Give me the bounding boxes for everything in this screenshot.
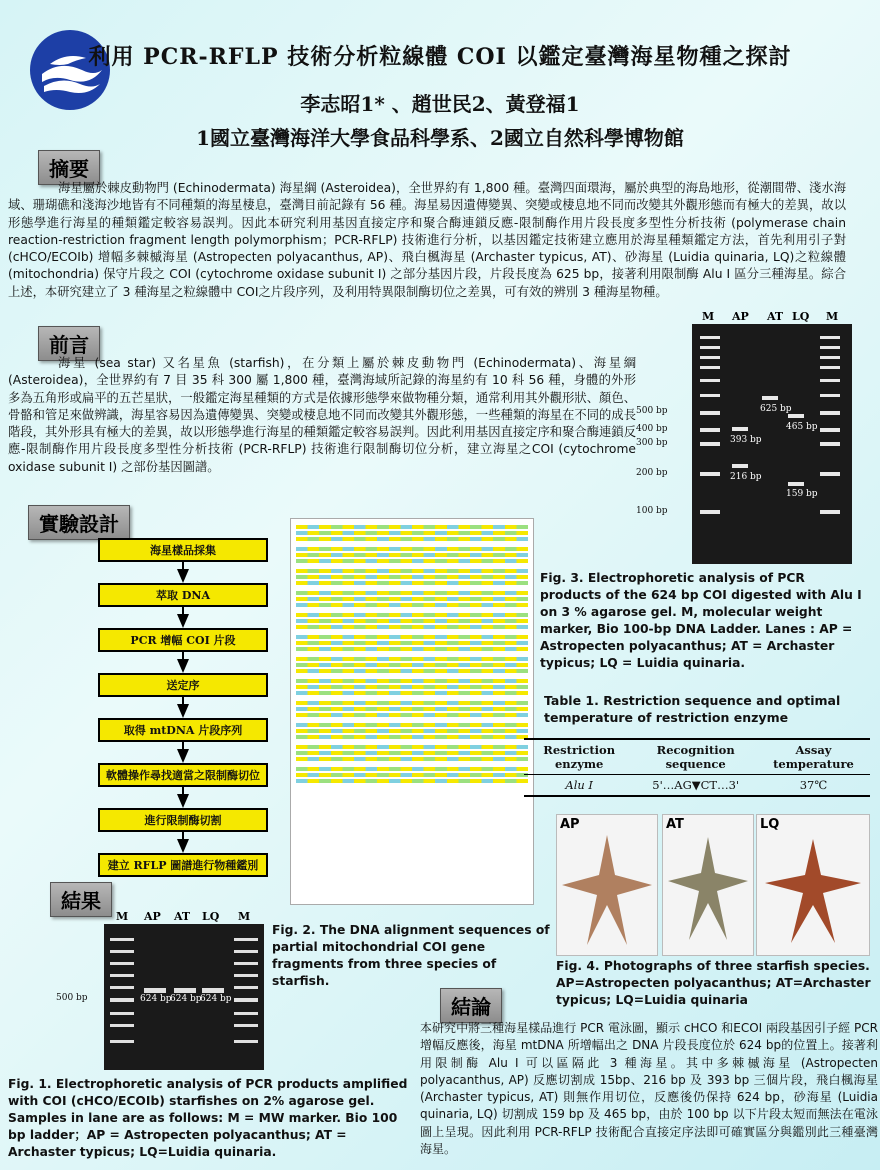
flow-arrow xyxy=(177,614,189,628)
flow-arrow-stem xyxy=(182,562,184,569)
alignment-row xyxy=(296,547,528,551)
alignment-row xyxy=(296,751,528,755)
abstract-heading: 摘要 xyxy=(38,150,100,185)
flow-arrow-stem xyxy=(182,607,184,614)
photo-at-label: AT xyxy=(666,817,684,832)
poster-title: 利用 PCR-RFLP 技術分析粒線體 COI 以鑑定臺灣海星物種之探討 xyxy=(88,44,792,70)
alignment-row xyxy=(296,773,528,777)
flow-arrow xyxy=(177,794,189,808)
alignment-block xyxy=(291,657,533,673)
alignment-row xyxy=(296,701,528,705)
flow-arrow-stem xyxy=(182,787,184,794)
alignment-row xyxy=(296,597,528,601)
fig3-marker-200: 200 bp xyxy=(636,468,668,478)
alignment-row xyxy=(296,691,528,695)
flow-step: 送定序 xyxy=(98,673,268,697)
flow-arrow-stem xyxy=(182,742,184,749)
photo-ap xyxy=(556,814,658,956)
fig1-caption: Fig. 1. Electrophoretic analysis of PCR products amplified with COI (cHCO/ECOIb) starfishes on 2% agarose gel. Samples in lane are as follows: M = MW marker. Bio 100 bp ladder；AP = Astropecten polyacanthus; AT = Archaster typicus; LQ=Luidia quinaria. xyxy=(8,1077,408,1159)
affiliations: 1國立臺灣海洋大學食品科學系、2國立自然科學博物館 xyxy=(196,126,684,150)
alignment-row xyxy=(296,553,528,557)
flow-step: 建立 RFLP 圖譜進行物種鑑別 xyxy=(98,853,268,877)
fig4-caption: Fig. 4. Photographs of three starfish species. AP=Astropecten polyacanthus; AT=Archaster typicus; LQ=Luidia quinaria xyxy=(556,959,871,1007)
flow-arrow-stem xyxy=(182,652,184,659)
alignment-row xyxy=(296,625,528,629)
alignment-block xyxy=(291,723,533,739)
alignment-row xyxy=(296,723,528,727)
flow-arrow xyxy=(177,704,189,718)
alignment-block xyxy=(291,591,533,607)
fig1-band-ap: 624 bp xyxy=(140,994,172,1004)
abstract-text: 海星屬於棘皮動物門 (Echinodermata) 海星綱 (Asteroidea)，全世界約有 1,800 種。臺灣四面環海，屬於典型的海島地形，從潮間帶、淺水海域、珊瑚礁和淺海沙地皆有不同種類的海星棲息，臺灣目前記錄有 56 種。海星易因遺傳變異、突變或棲息地不同而改變其外觀形態而有極大的差異，故以形態學進行海星的種類鑑定較容易誤判。因此本研究利用基因直接定序和聚合酶連鎖反應-限制酶作用片段長度多型性分析技術 (polymerase chain reaction-restriction fragment length polymorphism；PCR-RFLP) 技術進行分析，以基因鑑定技術建立應用於海星種類鑑定方法，首先利用引子對 (cHCO/ECOIb) 增幅多棘槭海星 (Astropecten polyacanthus, AP)、飛白楓海星 (Archaster typicus, AT)、砂海星 (Luidia quinaria, LQ)之粒線體 (mitochondria) 保守片段之 COI (cytochrome oxidase subunit I) 之部分基因片段，片段長度為 625 bp，接著利用限制酶 Alu I 區分三種海星。綜合上述，本研究建立了 3 種海星之粒線體中 COI之片段序列，及利用特異限制酶切位之差異，可有效的辨別 3 種海星物種。 xyxy=(8,181,846,299)
fig3-band-159: 159 bp xyxy=(786,489,818,499)
table1-header-sequence: Recognition sequence xyxy=(656,743,735,771)
table1 xyxy=(524,738,870,797)
fig1-gel-image xyxy=(104,924,264,1070)
flow-arrow xyxy=(177,569,189,583)
table1-header-enzyme: Restriction enzyme xyxy=(543,743,616,771)
table1-temp: 37℃ xyxy=(799,778,828,792)
conclusion-heading: 結論 xyxy=(440,988,502,1023)
alignment-row xyxy=(296,613,528,617)
flow-step: 海星樣品採集 xyxy=(98,538,268,562)
methods-heading: 實驗設計 xyxy=(28,505,130,540)
fig1-band-lq: 624 bp xyxy=(200,994,232,1004)
fig1-lane-ap: AP xyxy=(144,910,161,923)
alignment-row xyxy=(296,679,528,683)
alignment-row xyxy=(296,685,528,689)
intro-text: 海星 (sea star) 又名星魚 (starfish)，在分類上屬於棘皮動物門 (Echinodermata)、海星綱 (Asteroidea)，全世界約有 7 目 35 科 300 屬 1,800 種，臺灣海域所記錄的海星約有 10 科 56 種，身體的外形多為五角形或扁平的五芒星狀，一般鑑定海星種類的方式是依據形態學來做物種分類，通常利用其外觀形狀、顏色、骨骼和管足來做辨識，海星容易因為遺傳變異、突變或棲息地不同而改變其外觀形態，一些種類的海星在不同的成長階段，其外形具有極大的差異，故以形態學進行海星的種類鑑定較容易誤判。因此利用基因直接定序和聚合酶連鎖反應-限制酶作用片段長度多型性分析技術 (PCR-RFLP) 技術進行限制酶切位分析，建立海星之COI (cytochrome oxidase subunit I) 之部份基因圖譜。 xyxy=(8,356,636,474)
fig2-caption: Fig. 2. The DNA alignment sequences of partial mitochondrial COI gene fragments from three species of starfish. xyxy=(272,923,550,988)
fig3-lane-m1: M xyxy=(702,310,715,323)
alignment-row xyxy=(296,641,528,645)
photo-lq-label: LQ xyxy=(760,817,780,832)
alignment-row xyxy=(296,537,528,541)
alignment-block xyxy=(291,745,533,761)
alignment-row xyxy=(296,525,528,529)
fig1-marker-label: 500 bp xyxy=(56,993,88,1003)
flow-step: PCR 增幅 COI 片段 xyxy=(98,628,268,652)
alignment-block xyxy=(291,635,533,651)
fig1-lane-m1: M xyxy=(116,910,129,923)
table1-sequence: 5'…AG▼CT…3' xyxy=(652,778,740,792)
alignment-row xyxy=(296,707,528,711)
alignment-block xyxy=(291,547,533,563)
alignment-row xyxy=(296,575,528,579)
flow-arrow xyxy=(177,749,189,763)
alignment-row xyxy=(296,745,528,749)
table1-header-temp: Assay temperature xyxy=(773,743,854,771)
flow-arrow xyxy=(177,839,189,853)
alignment-row xyxy=(296,531,528,535)
alignment-block xyxy=(291,525,533,541)
flow-arrow-stem xyxy=(182,697,184,704)
fig3-band-465: 465 bp xyxy=(786,422,818,432)
alignment-row xyxy=(296,657,528,661)
alignment-row xyxy=(296,647,528,651)
alignment-row xyxy=(296,669,528,673)
flow-arrow-stem xyxy=(182,832,184,839)
alignment-row xyxy=(296,729,528,733)
fig3-marker-400: 400 bp xyxy=(636,424,668,434)
alignment-row xyxy=(296,569,528,573)
fig1-lane-at: AT xyxy=(174,910,191,923)
fig3-lane-ap: AP xyxy=(732,310,749,323)
table1-enzyme: Alu I xyxy=(565,778,593,792)
methods-flowchart xyxy=(98,538,268,877)
flow-step: 進行限制酶切割 xyxy=(98,808,268,832)
conclusion-text: 本研究中將三種海星樣品進行 PCR 電泳圖，顯示 cHCO 和ECOI 兩段基因引子經 PCR 增幅反應後，海星 mtDNA 所增幅出之 DNA 片段長度位於 624 bp的位置上。接著利用限制酶 Alu I 可以區隔此 3 種海星。其中多棘槭海星 (Astropecten polyacanthus, AP) 反應切割成 15bp、216 bp 及 393 bp 三個片段，飛白楓海星 (Archaster typicus, AT) 則無作用切位，反應後仍保持 624 bp，砂海星 (Luidia quinaria, LQ) 切割成 159 bp 及 465 bp，由於 100 bp 以下片段太短而無法在電泳圖上呈現。因此利用 PCR-RFLP 技術配合直接定序法即可確實區分與鑑別此三種臺灣海星。 xyxy=(420,1021,878,1157)
flow-step: 取得 mtDNA 片段序列 xyxy=(98,718,268,742)
results-heading: 結果 xyxy=(50,882,112,917)
alignment-block xyxy=(291,679,533,695)
flow-arrow xyxy=(177,659,189,673)
alignment-row xyxy=(296,779,528,783)
intro-heading: 前言 xyxy=(38,326,100,361)
fig1-lane-lq: LQ xyxy=(202,910,220,923)
fig3-gel-image xyxy=(692,324,852,564)
fig3-marker-100: 100 bp xyxy=(636,506,668,516)
alignment-row xyxy=(296,713,528,717)
alignment-row xyxy=(296,591,528,595)
alignment-row xyxy=(296,619,528,623)
fig1-lane-m2: M xyxy=(238,910,251,923)
flow-step: 軟體操作尋找適當之限制酶切位 xyxy=(98,763,268,787)
fig3-marker-300: 300 bp xyxy=(636,438,668,448)
fig3-marker-500: 500 bp xyxy=(636,406,668,416)
fig3-band-625: 625 bp xyxy=(760,404,792,414)
photo-at xyxy=(662,814,754,956)
alignment-block xyxy=(291,701,533,717)
fig1-band-at: 624 bp xyxy=(170,994,202,1004)
fig3-band-216: 216 bp xyxy=(730,472,762,482)
alignment-row xyxy=(296,581,528,585)
alignment-row xyxy=(296,757,528,761)
photo-ap-label: AP xyxy=(560,817,580,832)
table1-title: Table 1. Restriction sequence and optimal temperature of restriction enzyme xyxy=(544,693,841,725)
alignment-row xyxy=(296,735,528,739)
alignment-row xyxy=(296,767,528,771)
fig3-caption: Fig. 3. Electrophoretic analysis of PCR products of the 624 bp COI digested with Alu I on 3 % agarose gel. M, molecular weight marker, Bio 100-bp DNA Ladder. Lanes : AP = Astropecten polyacanthus; AT = Archaster typicus; LQ = Luidia quinaria. xyxy=(540,571,862,670)
alignment-block xyxy=(291,613,533,629)
alignment-row xyxy=(296,635,528,639)
authors: 李志昭1* 、趙世民2、黃登福1 xyxy=(300,92,580,116)
flow-step: 萃取 DNA xyxy=(98,583,268,607)
alignment-row xyxy=(296,559,528,563)
alignment-row xyxy=(296,663,528,667)
alignment-row xyxy=(296,603,528,607)
fig3-lane-lq: LQ xyxy=(792,310,810,323)
alignment-block xyxy=(291,569,533,585)
fig3-lane-m2: M xyxy=(826,310,839,323)
fig3-lane-at: AT xyxy=(767,310,784,323)
alignment-block xyxy=(291,767,533,783)
fig3-band-393: 393 bp xyxy=(730,435,762,445)
photo-lq xyxy=(756,814,870,956)
alignment-figure xyxy=(290,518,534,905)
